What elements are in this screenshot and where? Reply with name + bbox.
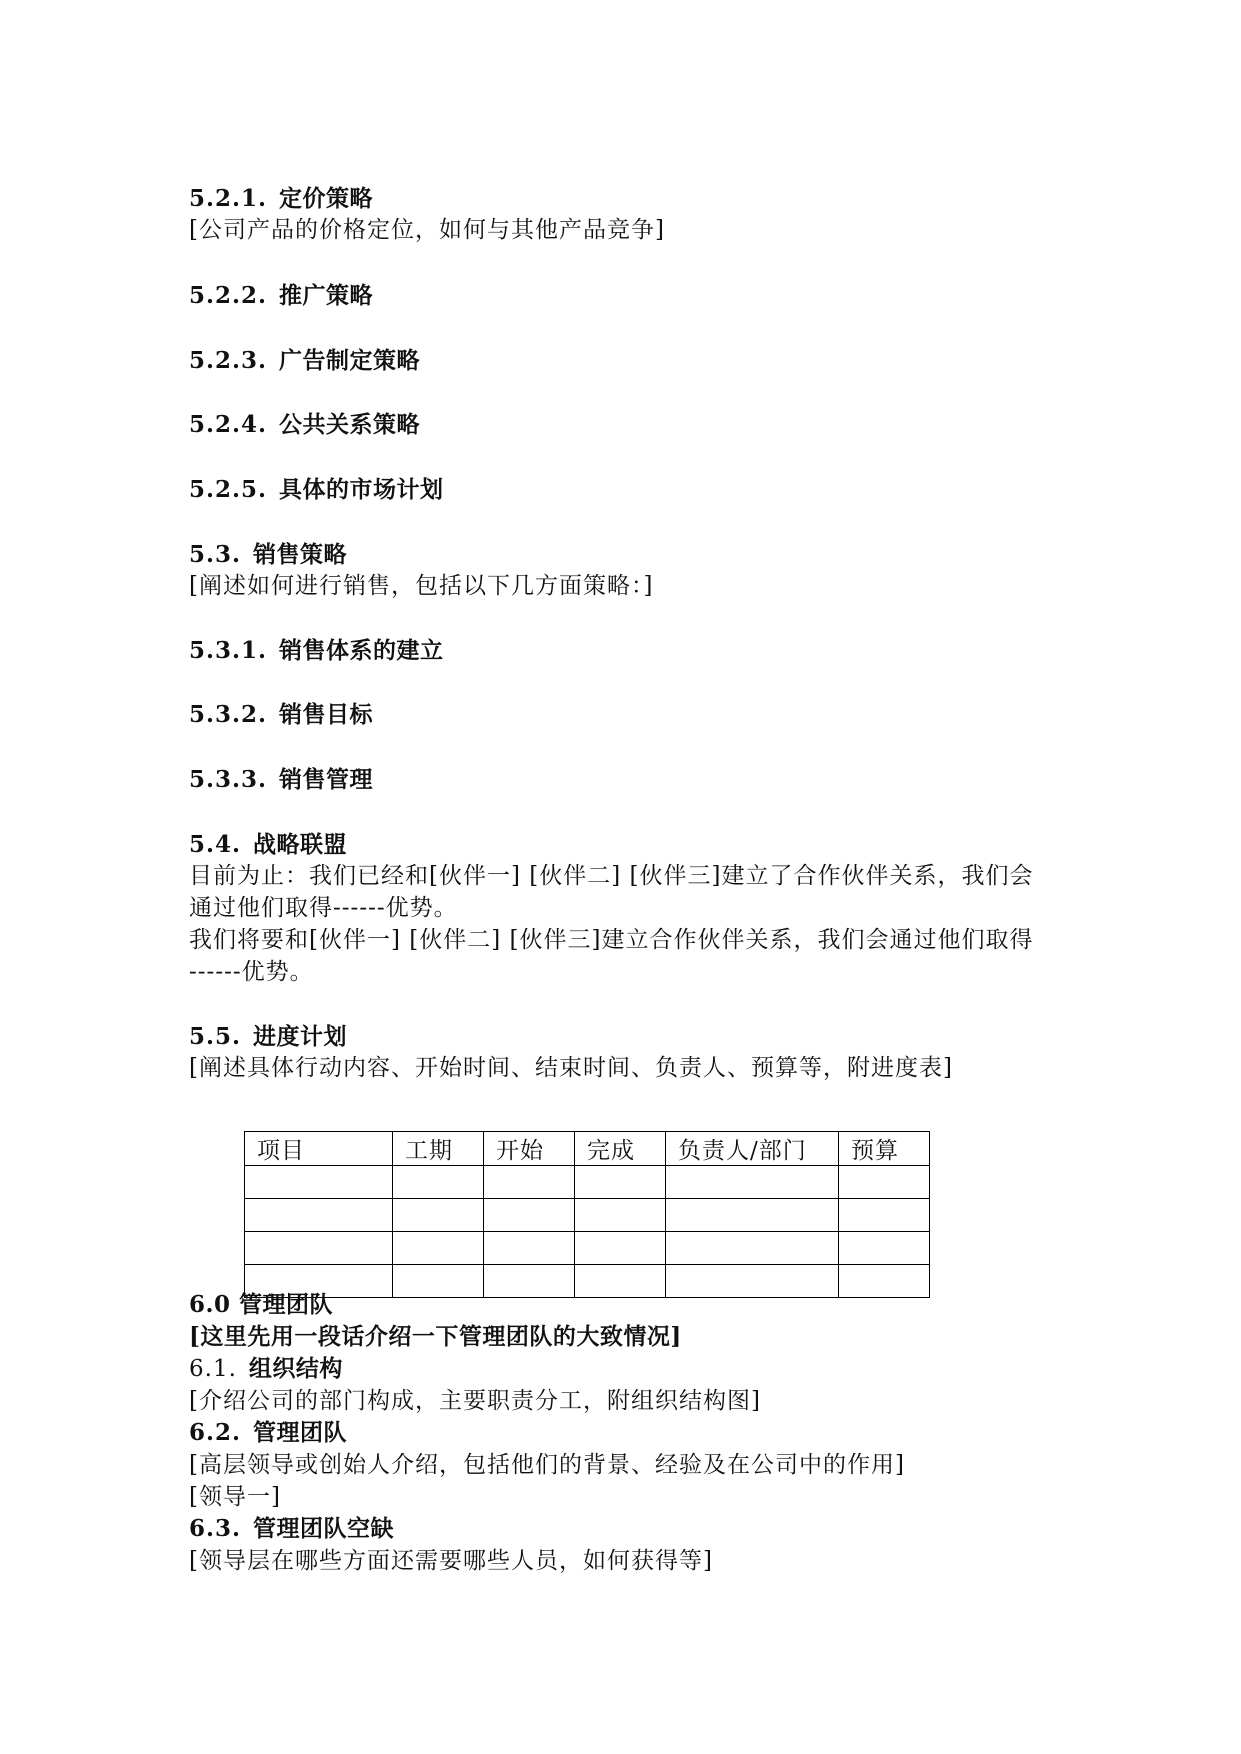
heading-6-1 [189,1354,343,1384]
section-title: 进度计划 [253,1023,348,1050]
header-finish: 完成 [575,1132,666,1166]
header-owner: 负责人/部门 [666,1132,839,1166]
note-schedule: [阐述具体行动内容、开始时间、结束时间、负责人、预算等，附进度表] [189,1055,953,1081]
section-number: 5.3.3. [189,766,268,793]
note-pricing: [公司产品的价格定位，如何与其他产品竞争] [189,217,665,243]
heading-5-3 [189,540,347,570]
header-start: 开始 [484,1132,575,1166]
heading-5-3-3 [189,765,373,795]
section-number: 5.2.3. [189,347,268,374]
heading-5-2-1 [189,184,373,214]
header-budget: 预算 [839,1132,930,1166]
section-number: 6.1. [189,1356,237,1382]
heading-5-2-3 [189,346,420,376]
section-title: 销售管理 [279,766,374,793]
header-project: 项目 [245,1132,393,1166]
section-number: 6.2. [189,1419,242,1446]
note-management-team: [高层领导或创始人介绍，包括他们的背景、经验及在公司中的作用] [189,1452,905,1478]
note-team-gaps: [领导层在哪些方面还需要哪些人员，如何获得等] [189,1548,713,1574]
section-title: 公共关系策略 [279,411,421,438]
alliance-paragraph-line-2: 通过他们取得------优势。 [189,895,458,921]
section-title: 广告制定策略 [279,347,421,374]
heading-5-2-5 [189,475,444,505]
table-row [245,1265,930,1298]
section-number: 5.2.5. [189,476,268,503]
heading-5-3-2 [189,700,373,730]
section-number: 5.4. [189,831,242,858]
section-number: 5.2.2. [189,282,268,309]
heading-5-2-2 [189,281,373,311]
heading-6-2 [189,1418,347,1448]
schedule-table [244,1131,930,1298]
note-org-structure: [介绍公司的部门构成，主要职责分工，附组织结构图] [189,1388,761,1414]
heading-6-0: 6.0 管理团队 [189,1291,334,1318]
leader-placeholder: [领导一] [189,1484,281,1510]
section-title: 销售策略 [253,541,348,568]
heading-5-3-1 [189,636,444,666]
table-row [245,1199,930,1232]
heading-5-4 [189,830,347,860]
header-duration: 工期 [393,1132,484,1166]
alliance-paragraph-line-3: 我们将要和[伙伴一] [伙伴二] [伙伴三]建立合作伙伴关系，我们会通过他们取得 [189,927,1034,953]
table-header-row [245,1132,930,1166]
alliance-paragraph-line-1: 目前为止：我们已经和[伙伴一] [伙伴二] [伙伴三]建立了合作伙伴关系，我们会 [189,863,1034,889]
section-title: 管理团队 [253,1419,348,1446]
note-sales: [阐述如何进行销售，包括以下几方面策略：] [189,573,654,599]
section-title: 具体的市场计划 [279,476,444,503]
alliance-paragraph-line-4: ------优势。 [189,959,314,985]
table-row [245,1232,930,1265]
team-intro: [这里先用一段话介绍一下管理团队的大致情况] [189,1323,682,1350]
section-number: 5.2.1. [189,185,268,212]
section-number: 5.5. [189,1023,242,1050]
section-title: 推广策略 [279,282,374,309]
heading-6-3 [189,1514,394,1544]
section-title: 销售目标 [279,701,374,728]
section-number: 5.3. [189,541,242,568]
section-title: 销售体系的建立 [279,637,444,664]
section-title: 管理团队空缺 [253,1515,395,1542]
section-number: 6.3. [189,1515,242,1542]
heading-5-2-4 [189,410,420,440]
section-number: 5.3.1. [189,637,268,664]
section-title: 战略联盟 [253,831,348,858]
section-number: 5.2.4. [189,411,268,438]
section-title: 定价策略 [279,185,374,212]
section-title: 组织结构 [248,1355,343,1382]
table-row [245,1166,930,1199]
section-number: 5.3.2. [189,701,268,728]
heading-5-5 [189,1022,347,1052]
